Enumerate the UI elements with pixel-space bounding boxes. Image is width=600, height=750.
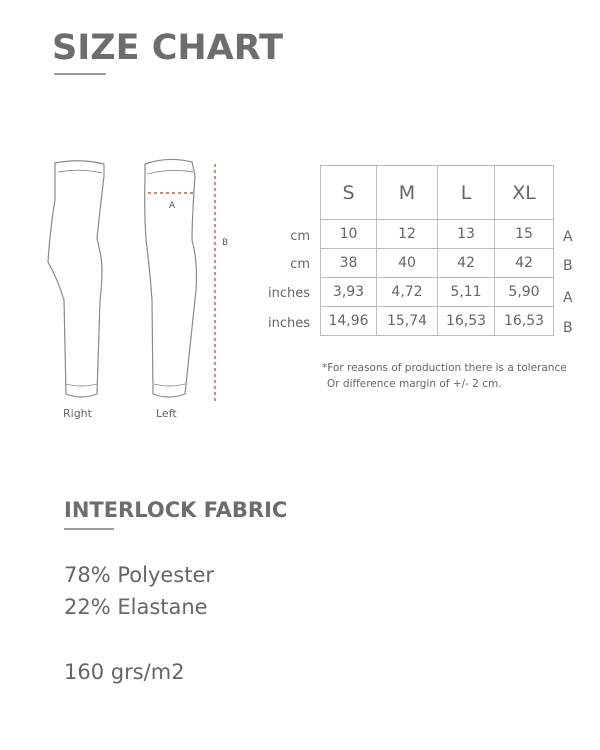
- size-table: [320, 165, 554, 336]
- fabric-weight: 160 grs/m2: [64, 660, 185, 684]
- table-row: [321, 278, 554, 307]
- table-cell: 12: [377, 220, 438, 249]
- table-cell: 16,53: [438, 307, 495, 336]
- table-cell: 3,93: [321, 278, 377, 307]
- table-cell: 5,11: [438, 278, 495, 307]
- table-cell: 42: [495, 249, 554, 278]
- table-cell: 14,96: [321, 307, 377, 336]
- title-underline: [54, 73, 106, 75]
- table-cell: 38: [321, 249, 377, 278]
- size-header-m: M: [377, 166, 438, 220]
- fabric-composition-elastane: 22% Elastane: [64, 595, 208, 619]
- row-unit-label-2: cm: [290, 257, 310, 272]
- size-header-xl: XL: [495, 166, 554, 220]
- table-row: [321, 220, 554, 249]
- size-header-l: L: [438, 166, 495, 220]
- table-cell: 16,53: [495, 307, 554, 336]
- row-measure-label-1: A: [563, 229, 573, 245]
- tolerance-note-line-2: Or difference margin of +/- 2 cm.: [327, 378, 502, 390]
- table-cell: 5,90: [495, 278, 554, 307]
- page-title: SIZE CHART: [52, 28, 284, 68]
- left-sleeve-label: Left: [156, 407, 177, 420]
- size-header-s: S: [321, 166, 377, 220]
- table-cell: 15,74: [377, 307, 438, 336]
- left-sleeve-outline: [145, 159, 197, 397]
- fabric-title-underline: [64, 528, 114, 530]
- row-measure-label-4: B: [563, 320, 573, 336]
- table-cell: 13: [438, 220, 495, 249]
- table-cell: 10: [321, 220, 377, 249]
- tolerance-note-line-1: *For reasons of production there is a tolerance: [322, 362, 567, 374]
- table-cell: 15: [495, 220, 554, 249]
- right-sleeve-label: Right: [63, 407, 92, 420]
- fabric-composition-polyester: 78% Polyester: [64, 563, 215, 587]
- table-cell: 42: [438, 249, 495, 278]
- measure-b-label: B: [222, 238, 229, 248]
- table-row: [321, 249, 554, 278]
- row-unit-label-1: cm: [290, 229, 310, 244]
- measure-a-label: A: [169, 201, 176, 211]
- row-unit-label-3: inches: [267, 286, 310, 301]
- right-sleeve-outline: [48, 161, 104, 397]
- row-unit-label-4: inches: [267, 316, 310, 331]
- table-header-row: [321, 166, 554, 220]
- tolerance-note: [322, 360, 567, 392]
- fabric-section-title: INTERLOCK FABRIC: [64, 498, 288, 522]
- table-cell: 40: [377, 249, 438, 278]
- row-measure-label-3: A: [563, 290, 573, 306]
- row-measure-label-2: B: [563, 258, 573, 274]
- table-row: [321, 307, 554, 336]
- table-cell: 4,72: [377, 278, 438, 307]
